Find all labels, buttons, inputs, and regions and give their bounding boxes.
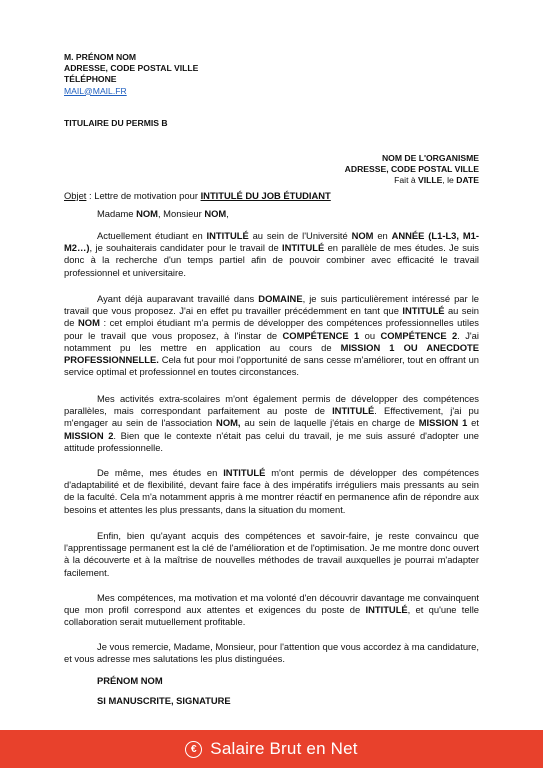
- subject-text: : Lettre de motivation pour: [86, 190, 201, 201]
- sender-phone: TÉLÉPHONE: [64, 74, 117, 85]
- emphasis-text: INTITULÉ: [402, 305, 445, 317]
- emphasis-text: COMPÉTENCE 1: [282, 329, 360, 341]
- subject-label: Objet: [64, 190, 87, 201]
- place-date: DATE: [456, 174, 479, 185]
- sender-address: ADRESSE, CODE POSTAL VILLE: [64, 63, 199, 74]
- recipient-organisation: NOM DE L'ORGANISME: [381, 153, 479, 163]
- emphasis-text: DOMAINE: [258, 293, 303, 304]
- paragraph-text: , je souhaiterais candidater pour le travail de: [89, 242, 283, 254]
- emphasis-text: NOM,: [216, 417, 241, 429]
- paragraph-5: [64, 530, 479, 579]
- salutation-text: Madame: [97, 208, 137, 219]
- recipient-block: [345, 153, 479, 185]
- footer-banner: [0, 730, 543, 768]
- paragraph-text: et: [467, 417, 480, 429]
- paragraph-text: au sein de laquelle j'étais en charge de: [240, 417, 419, 429]
- emphasis-text: INTITULÉ: [223, 467, 266, 478]
- sender-license: TITULAIRE DU PERMIS B: [64, 118, 168, 128]
- emphasis-text: INTITULÉ: [365, 604, 408, 616]
- salutation-name: NOM: [136, 208, 158, 219]
- paragraph-text: en parallèle de mes études. Je suis donc à la recherche d'un temps partiel afin de pouvoir combiner avec efficacité le travail professionnel et universitaire.: [64, 242, 479, 278]
- emphasis-text: ANNÉE (L1-L3, M1-M2…): [64, 230, 480, 254]
- place-date-line: [345, 175, 479, 186]
- subject-title: INTITULÉ DU JOB ÉTUDIANT: [200, 190, 331, 201]
- paragraph-text: en: [373, 230, 392, 241]
- paragraph-text: , et qu'une telle collaboration serait mutuellement profitable.: [64, 604, 479, 628]
- euro-coin-icon: €: [185, 741, 202, 758]
- emphasis-text: INTITULÉ: [332, 405, 375, 417]
- paragraph-text: Ayant déjà auparavant travaillé dans: [97, 293, 259, 304]
- emphasis-text: COMPÉTENCE 2: [380, 329, 458, 341]
- closing-signature: SI MANUSCRITE, SIGNATURE: [97, 695, 231, 706]
- paragraph-3: [64, 393, 479, 454]
- emphasis-text: INTITULÉ: [282, 242, 325, 254]
- emphasis-text: MISSION 2: [64, 429, 114, 441]
- sender-email-link[interactable]: MAIL@MAIL.FR: [64, 85, 127, 96]
- salutation: [97, 208, 229, 219]
- date-prefix: , le: [442, 174, 457, 185]
- place-city: VILLE: [418, 174, 443, 185]
- paragraph-4: [64, 467, 479, 516]
- paragraph-text: m'ont permis de développer des compétences d'adaptabilité et de flexibilité, devant faire face à des impératifs irréguliers mais pressants au sein de la faculté. Cela m'a notamment appris à me montrer réactif en permanence afin de répondre aux besoins et attentes les plus pressants, dans la situation du moment.: [64, 467, 479, 515]
- emphasis-text: MISSION 1 OU ANECDOTE PROFESSIONNELLE.: [64, 341, 480, 366]
- paragraph-text: Je vous remercie, Madame, Monsieur, pour l'attention que vous accordez à ma candidature, et vous adresse mes salutations les plus distinguées.: [64, 641, 479, 665]
- paragraph-2: [64, 293, 479, 378]
- emphasis-text: NOM: [78, 317, 100, 329]
- footer-brand-label: Salaire Brut en Net: [210, 739, 358, 758]
- emphasis-text: INTITULÉ: [206, 230, 249, 241]
- paragraph-text: au sein de l'Université: [248, 230, 352, 241]
- subject-line: [64, 190, 331, 201]
- sender-block: [64, 52, 198, 97]
- emphasis-text: NOM: [351, 230, 374, 241]
- paragraph-text: : cet emploi étudiant m'a permis de développer des compétences professionnelles utiles pour le travail que vous proposez, à l'instar de: [64, 317, 479, 341]
- paragraph-text: Cela fut pour moi l'opportunité de sans cesse m'améliorer, tout en offrant un service optimal et professionnel en toutes circonstances.: [64, 354, 479, 378]
- paragraph-6: [64, 592, 479, 629]
- paragraph-text: , je suis particulièrement intéressé par le travail que vous proposez. J'ai en effet pu travailler précédemment en tant que: [64, 293, 479, 317]
- sender-name: M. PRÉNOM NOM: [64, 52, 137, 62]
- place-prefix: Fait à: [394, 174, 419, 185]
- salutation-name: NOM: [204, 208, 227, 219]
- paragraph-text: Actuellement étudiant en: [97, 230, 207, 241]
- paragraph-text: Mes activités extra-scolaires m'ont également permis de développer des compétences parallèles, mais correspondant parfaitement au poste de: [64, 393, 479, 417]
- paragraph-text: ou: [359, 329, 381, 341]
- paragraph-text: . Effectivement, j'ai pu m'engager au sein de l'association: [64, 405, 479, 429]
- paragraph-text: . J'ai notamment pu les mettre en application au cours de: [64, 329, 479, 353]
- recipient-address: ADRESSE, CODE POSTAL VILLE: [344, 163, 479, 174]
- paragraph-7: [64, 641, 479, 665]
- paragraph-text: De même, mes études en: [97, 467, 224, 478]
- footer-brand-link[interactable]: [0, 730, 543, 768]
- paragraph-text: . Bien que le contexte n'était pas celui du travail, je me suis assuré d'adopter une attitude professionnelle.: [64, 429, 480, 453]
- paragraph-text: Mes compétences, ma motivation et ma volonté d'en découvrir davantage me convainquent que mon profil correspond aux attentes et exigences du poste de: [64, 592, 479, 616]
- salutation-text: , Monsieur: [157, 208, 205, 219]
- paragraph-text: au sein de: [64, 305, 479, 329]
- paragraph-1: [64, 230, 479, 279]
- closing-name: PRÉNOM NOM: [97, 675, 163, 686]
- paragraph-text: Enfin, bien qu'ayant acquis des compétences et savoir-faire, je reste convaincu que l'apprentissage permanent est la clé de l'amélioration et de l'optimisation. Je me montre donc ouvert à la découverte et à la maîtrise de nouvelles méthodes de travail auxquelles je pourrai m'adapter facilement.: [64, 530, 479, 578]
- salutation-text: ,: [226, 208, 229, 219]
- emphasis-text: MISSION 1: [418, 417, 468, 429]
